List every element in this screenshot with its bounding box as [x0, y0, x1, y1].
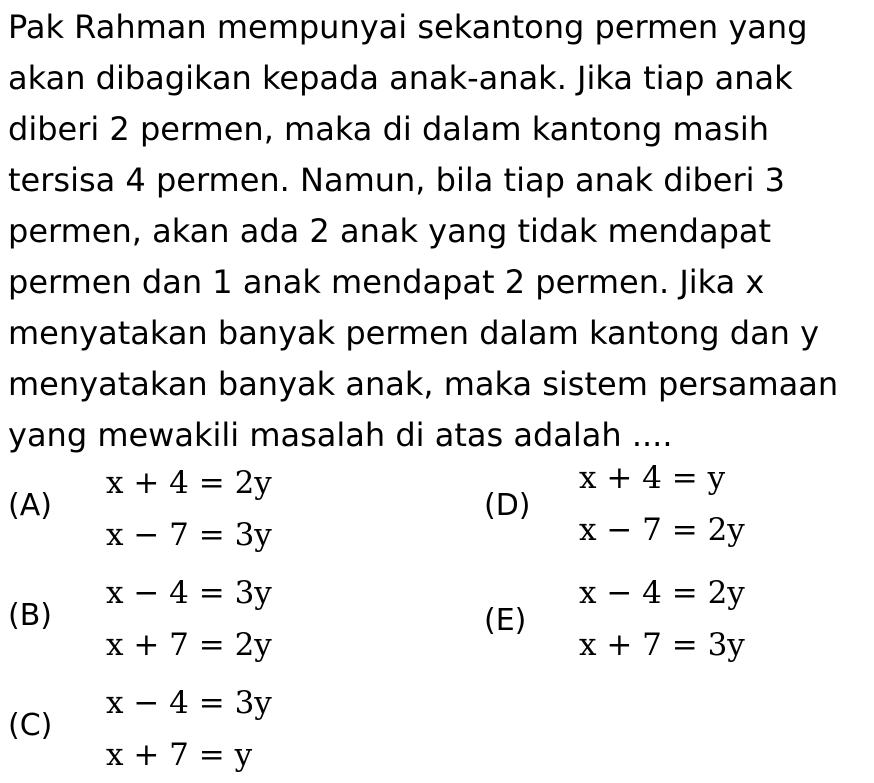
option-e[interactable]: [484, 573, 814, 669]
question-line: akan dibagikan kepada anak-anak. Jika tiap anak: [8, 59, 793, 97]
question-line: permen, akan ada 2 anak yang tidak mendapat: [8, 212, 772, 250]
question-line: Pak Rahman mempunyai sekantong permen yang: [8, 8, 808, 46]
option-b[interactable]: [8, 573, 338, 669]
question-line: menyatakan banyak permen dalam kantong dan y: [8, 314, 820, 352]
option-label: (B): [8, 598, 52, 633]
option-equation-1: x − 4 = 3y: [106, 685, 272, 721]
question-line: menyatakan banyak anak, maka sistem persamaan: [8, 365, 839, 403]
option-equation-1: x + 4 = 2y: [106, 465, 272, 501]
option-equation-1: x + 4 = y: [579, 460, 726, 496]
question-line: diberi 2 permen, maka di dalam kantong masih: [8, 110, 770, 148]
option-d[interactable]: [484, 458, 814, 554]
option-label: (D): [484, 488, 531, 523]
option-equation-1: x − 4 = 3y: [106, 575, 272, 611]
option-equation-2: x + 7 = y: [106, 737, 253, 773]
option-label: (C): [8, 708, 53, 743]
question-line: yang mewakili masalah di atas adalah ....: [8, 416, 673, 454]
question-line: permen dan 1 anak mendapat 2 permen. Jika x: [8, 263, 765, 301]
question-text: [8, 2, 872, 461]
option-label: (E): [484, 603, 527, 638]
option-label: (A): [8, 488, 52, 523]
option-equation-2: x − 7 = 2y: [579, 512, 745, 548]
option-a[interactable]: [8, 463, 338, 559]
option-equation-2: x + 7 = 2y: [106, 627, 272, 663]
option-equation-2: x + 7 = 3y: [579, 627, 745, 663]
option-c[interactable]: [8, 683, 338, 779]
question-line: tersisa 4 permen. Namun, bila tiap anak diberi 3: [8, 161, 786, 199]
option-equation-2: x − 7 = 3y: [106, 517, 272, 553]
option-equation-1: x − 4 = 2y: [579, 575, 745, 611]
